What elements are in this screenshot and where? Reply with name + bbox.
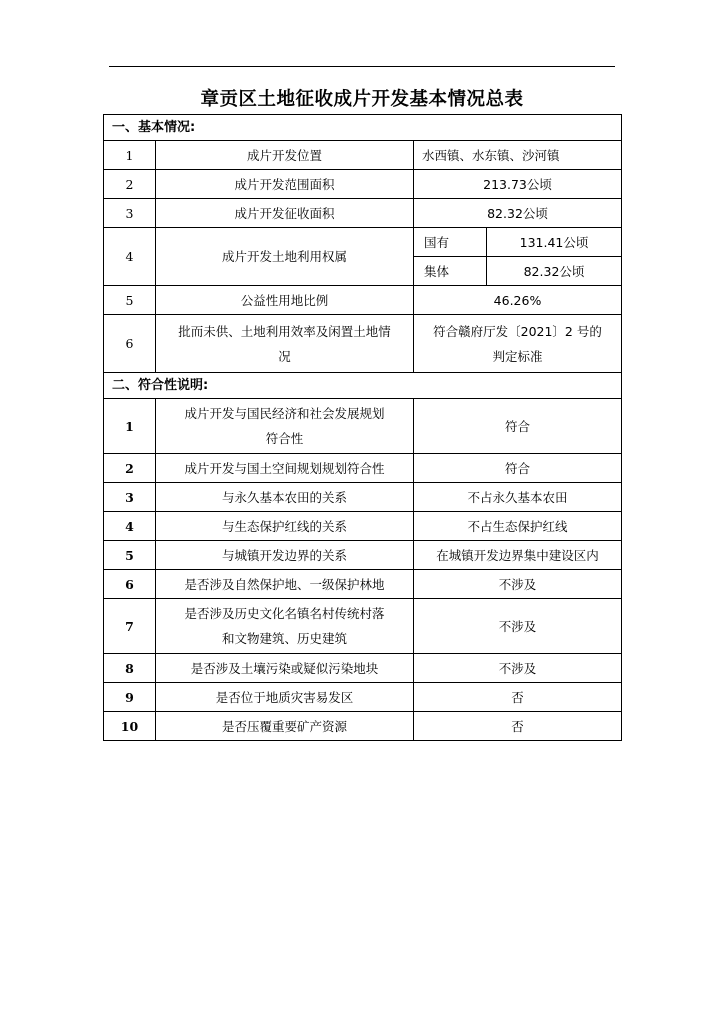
row-number: 4 bbox=[104, 512, 156, 541]
row-value: 46.26% bbox=[414, 286, 622, 315]
table-row bbox=[104, 286, 622, 315]
row-value bbox=[414, 315, 622, 373]
row-item: 成片开发范围面积 bbox=[156, 170, 414, 199]
row-number: 10 bbox=[104, 712, 156, 741]
row-value: 82.32公顷 bbox=[414, 199, 622, 228]
row-item bbox=[156, 315, 414, 373]
ownership-label: 集体 bbox=[414, 257, 487, 286]
table-row bbox=[104, 399, 622, 454]
row-number: 8 bbox=[104, 654, 156, 683]
row-item-line: 是否涉及历史文化名镇名村传统村落 bbox=[184, 606, 385, 621]
row-item: 与生态保护红线的关系 bbox=[156, 512, 414, 541]
row-item bbox=[156, 399, 414, 454]
row-item: 是否压覆重要矿产资源 bbox=[156, 712, 414, 741]
row-item: 成片开发征收面积 bbox=[156, 199, 414, 228]
ownership-value: 82.32公顷 bbox=[487, 257, 622, 286]
table-row bbox=[104, 483, 622, 512]
row-number: 3 bbox=[104, 199, 156, 228]
row-item-line: 成片开发与国民经济和社会发展规划 bbox=[184, 406, 385, 421]
row-value: 否 bbox=[414, 712, 622, 741]
row-value: 不涉及 bbox=[414, 599, 622, 654]
row-item: 是否涉及自然保护地、一级保护林地 bbox=[156, 570, 414, 599]
table-row bbox=[104, 170, 622, 199]
table-row bbox=[104, 599, 622, 654]
row-item: 与永久基本农田的关系 bbox=[156, 483, 414, 512]
row-item-line: 和文物建筑、历史建筑 bbox=[221, 631, 347, 646]
row-value: 水西镇、水东镇、沙河镇 bbox=[414, 141, 622, 170]
row-item-line: 批而未供、土地利用效率及闲置土地情 bbox=[178, 323, 391, 339]
table-row bbox=[104, 512, 622, 541]
row-number: 3 bbox=[104, 483, 156, 512]
header-rule bbox=[109, 66, 615, 67]
table-row bbox=[104, 199, 622, 228]
table-row bbox=[104, 712, 622, 741]
section1-heading: 一、基本情况: bbox=[104, 115, 622, 141]
row-value-line: 符合赣府厅发〔2021〕2 号的 bbox=[433, 323, 602, 339]
row-number: 7 bbox=[104, 599, 156, 654]
row-value: 符合 bbox=[414, 399, 622, 454]
table-row bbox=[104, 541, 622, 570]
row-value: 不占永久基本农田 bbox=[414, 483, 622, 512]
table-row bbox=[104, 141, 622, 170]
section2-heading: 二、符合性说明: bbox=[104, 373, 622, 399]
row-item bbox=[156, 599, 414, 654]
table-row bbox=[104, 683, 622, 712]
row-number: 9 bbox=[104, 683, 156, 712]
row-item-line: 符合性 bbox=[265, 431, 304, 446]
row-value: 不涉及 bbox=[414, 654, 622, 683]
row-number: 5 bbox=[104, 541, 156, 570]
table-row bbox=[104, 570, 622, 599]
row-value: 否 bbox=[414, 683, 622, 712]
ownership-label: 国有 bbox=[414, 228, 487, 257]
row-value: 在城镇开发边界集中建设区内 bbox=[414, 541, 622, 570]
ownership-value: 131.41公顷 bbox=[487, 228, 622, 257]
row-item: 成片开发位置 bbox=[156, 141, 414, 170]
row-value: 不涉及 bbox=[414, 570, 622, 599]
table-row bbox=[104, 315, 622, 373]
row-item: 成片开发土地利用权属 bbox=[156, 228, 414, 286]
row-item-line: 况 bbox=[278, 348, 291, 364]
row-number: 6 bbox=[104, 315, 156, 373]
section-header-row bbox=[104, 373, 622, 399]
row-item: 成片开发与国土空间规划规划符合性 bbox=[156, 454, 414, 483]
document-title: 章贡区土地征收成片开发基本情况总表 bbox=[200, 89, 524, 110]
row-value: 213.73公顷 bbox=[414, 170, 622, 199]
table-row bbox=[104, 228, 622, 257]
section-header-row bbox=[104, 115, 622, 141]
row-item: 是否涉及土壤污染或疑似污染地块 bbox=[156, 654, 414, 683]
row-value: 不占生态保护红线 bbox=[414, 512, 622, 541]
table-row bbox=[104, 654, 622, 683]
row-number: 1 bbox=[104, 399, 156, 454]
row-number: 2 bbox=[104, 454, 156, 483]
row-number: 2 bbox=[104, 170, 156, 199]
row-item: 公益性用地比例 bbox=[156, 286, 414, 315]
row-item: 是否位于地质灾害易发区 bbox=[156, 683, 414, 712]
row-value: 符合 bbox=[414, 454, 622, 483]
row-number: 6 bbox=[104, 570, 156, 599]
table-row bbox=[104, 454, 622, 483]
row-number: 1 bbox=[104, 141, 156, 170]
row-item: 与城镇开发边界的关系 bbox=[156, 541, 414, 570]
row-value-line: 判定标准 bbox=[492, 348, 543, 364]
summary-table bbox=[103, 114, 622, 741]
row-number: 5 bbox=[104, 286, 156, 315]
row-number: 4 bbox=[104, 228, 156, 286]
